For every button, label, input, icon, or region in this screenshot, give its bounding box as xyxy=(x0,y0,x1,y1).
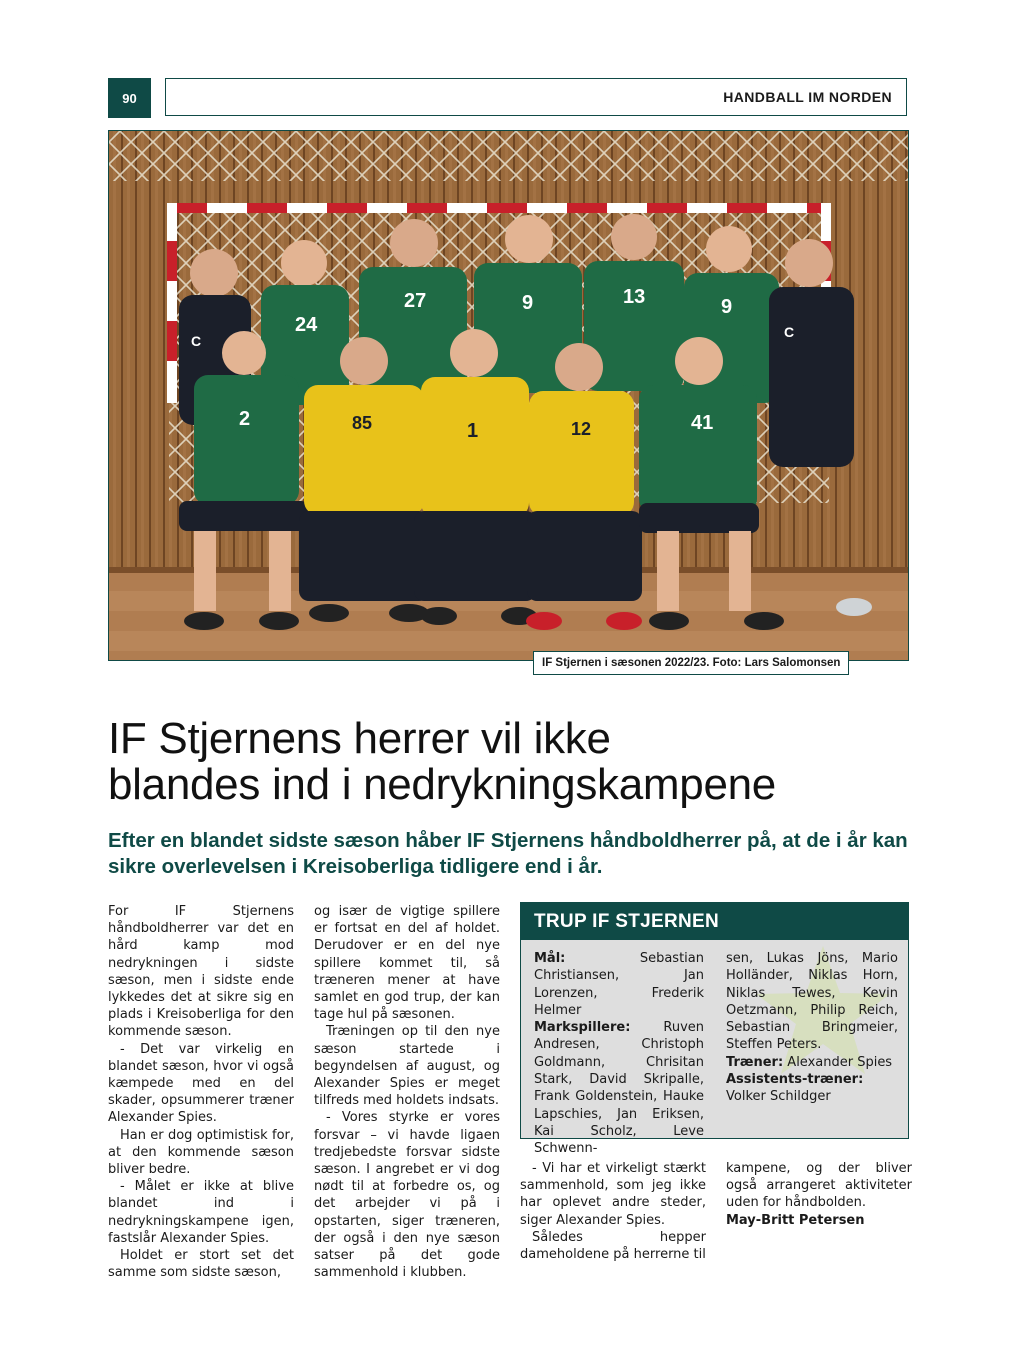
article-column-4 xyxy=(726,1160,912,1229)
field-players-continued: sen, Lukas Jöns, Mario Holländer, Niklas Horn, Niklas Tewes, Kevin Oetzmann, Philip Reich, Sebastian Bringmeier, Steffen Peters. xyxy=(726,951,898,1053)
field-players-a: Ruven Andresen, Christoph Goldmann, Chrisitan Stark, David Skripalle, Frank Goldenstein, Hauke Lapschies, Jan Eriksen, Kai Scholz, Leve Schwenn- xyxy=(534,1020,704,1157)
paragraph: kampene, og der bliver også arrangeret aktiviteter uden for håndbolden. xyxy=(726,1161,912,1211)
jersey-number: 9 xyxy=(721,296,733,318)
paragraph: - Vi har et virkeligt stærkt sammenhold, som jeg ikke har oplevet andre steder, siger Alexander Spies. xyxy=(520,1161,706,1228)
page-number: 90 xyxy=(108,78,151,118)
jersey-number: 85 xyxy=(352,413,373,433)
field-label: Markspillere: xyxy=(534,1020,631,1036)
article-column-3 xyxy=(520,1160,706,1263)
assistant-line xyxy=(726,1071,898,1106)
paragraph: Han er dog optimistisk for, at den kommende sæson bliver bedre. xyxy=(108,1127,294,1178)
assistant-name: Volker Schildger xyxy=(726,1089,831,1105)
jersey-number: 9 xyxy=(522,292,534,314)
jersey-number: 13 xyxy=(623,286,646,308)
field-players xyxy=(534,1019,704,1157)
goal-players: Sebastian Christiansen, Jan Lorenzen, Frederik Helmer xyxy=(534,951,704,1018)
jersey-number: 2 xyxy=(239,408,251,430)
paragraph: - Det var virkelig en blandet sæson, hvor vi også kæmpede med en del skader, opsummerer træner Alexander Spies. xyxy=(108,1041,294,1126)
headline-line-1: IF Stjernens herrer vil ikke xyxy=(108,714,611,763)
photo-caption: IF Stjernen i sæsonen 2022/23. Foto: Lars Salomonsen xyxy=(533,651,849,675)
jersey-number: 1 xyxy=(467,420,479,442)
paragraph: - Målet er ikke at blive blandet ind i nedrykningskampene igen, fastslår Alexander Spies. xyxy=(108,1179,294,1246)
assistant-label: Assistents-træner: xyxy=(726,1072,864,1088)
coach-line xyxy=(726,1054,898,1071)
headline-line-2: blandes ind i nedrykningskampene xyxy=(108,760,776,809)
goal-label: Mål: xyxy=(534,951,566,966)
squad-column-2 xyxy=(726,950,898,1106)
jersey-number: 24 xyxy=(295,314,318,336)
jersey-number: 41 xyxy=(691,412,714,434)
paragraph: Således hepper dameholdene på herrerne til xyxy=(520,1229,706,1263)
squad-box-title: TRUP IF STJERNEN xyxy=(521,903,908,940)
squad-column-1 xyxy=(534,950,704,1158)
headline xyxy=(108,716,908,808)
paragraph: Holdet er stort set det samme som sidste sæson, xyxy=(108,1248,294,1281)
jersey-number: 12 xyxy=(571,419,592,439)
coach-label: Træner: xyxy=(726,1054,784,1070)
coach-letter-right: C xyxy=(784,324,795,340)
paragraph: - Vores styrke er vores forsvar – vi havde ligaen tredjebedste forsvar sidste sæson. I angrebet er vi dog nødt til at forbedre os, og det arbejder vi på i opstarten, siger træneren, der også i den nye sæson satser på det gode sammenhold i klubben. xyxy=(314,1110,500,1281)
subheadline: Efter en blandet sidste sæson håber IF Stjernens håndboldherrer på, at de i år kan sikre overlevelsen i Kreisoberliga tidligere end i år. xyxy=(108,829,908,878)
coach-letter-left: C xyxy=(191,333,202,349)
paragraph: og især de vigtige spillere er fortsat en del af holdet. Derudover er en del nye spillere kommet til, så træneren mener at have samlet en god trup, der kan tage hul på sæsonen. xyxy=(314,904,500,1023)
section-title-bar xyxy=(165,78,907,116)
paragraph: Træningen op til den nye sæson startede i begyndelsen af august, og Alexander Spies er meget tilfreds med holdets indsats. xyxy=(314,1024,500,1109)
article-column-2 xyxy=(314,903,500,1281)
team-photo xyxy=(108,130,909,661)
paragraph: For IF Stjernens håndboldherrer var det en hård kamp mod nedrykningen i sidste sæson, men i sidste ende lykkedes det at sikre sig en plads i Kreisoberliga for den kommende sæson. xyxy=(108,904,294,1040)
goalkeepers xyxy=(534,950,704,1019)
article-column-1 xyxy=(108,903,294,1281)
jersey-number: 27 xyxy=(404,290,427,312)
section-title: HANDBALL IM NORDEN xyxy=(723,89,892,105)
coach-name: Alexander Spies xyxy=(787,1054,893,1070)
author-byline: May-Britt Petersen xyxy=(726,1212,865,1228)
